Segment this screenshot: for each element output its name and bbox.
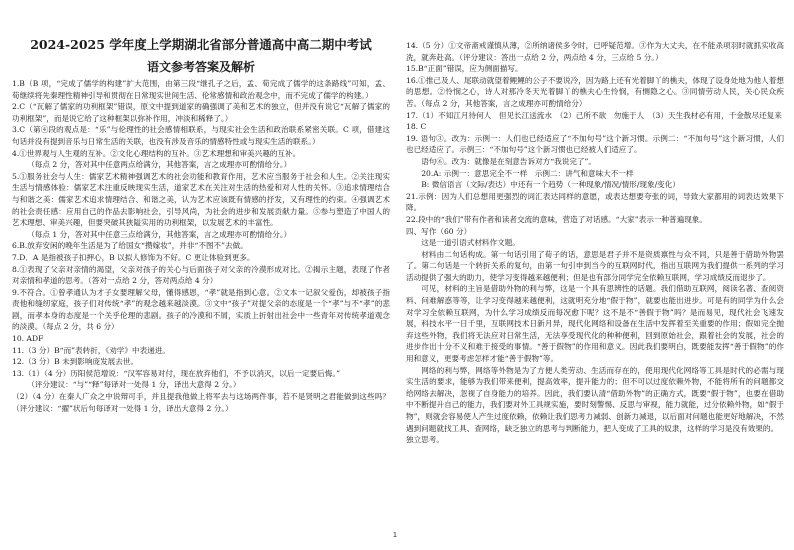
answer-paragraph: 5.①服务社会与人生：儒家艺术精神强调艺术的社会功能和教育作用，艺术应当服务于社会和人生。②关注现实生活与情感体验：儒家艺术注重反映现实生活，道家艺术在关注对生活的热爱和对人性的关怀。③追求情理结合与和谐之美：儒家艺术追求情理结合、和谐之美，认为艺术应该既有情感的抒发，又有理性的约束。④强调艺术的社会责任感：应用自己的作品去影响社会，引导风尚，为社会的进步和发展贡献力量。⑤参与塑造了中国人的艺术理想、审美兴趣，但要突破其狭隘实用的功利框架，以发展艺术的丰富性。: [12, 171, 390, 228]
left-column-body: [12, 78, 390, 414]
answer-paragraph: 10. ADF: [12, 334, 44, 344]
answer-paragraph: （每点 1 分，答对其中任意三点给满分，其他答案，言之成理亦可酌情给分。）: [27, 229, 292, 239]
answer-paragraph: 18. C: [406, 122, 427, 132]
document-subtitle: 语文参考答案及解析: [146, 60, 255, 74]
right-column-body: [406, 40, 784, 446]
right-column: [406, 40, 784, 446]
left-column: [12, 36, 390, 414]
answer-paragraph: 6.B.放弃安闲的晚年生活是为了给国女“攒嫁妆”，并非“不图不”去做。: [12, 241, 248, 251]
answer-paragraph: 16.①推己及人、尾联动就望着鲤鲤的公子不要说冷，因为路上还有光着脚丫的樵夫，体现了设身处地为他人着想的思想。②怜悯之心，诗人对那冷冬天光着脚丫的樵夫心生怜悯，有恻隐之心。③同情劳动人民，关心民众疾苦。（每点 2 分，其他答案，言之成理亦可酌情给分）: [406, 75, 784, 108]
answer-paragraph: B: 微信语言（文际/表达）中还有一个趋势（一种现象/情况/情形/现象/变化）: [421, 180, 680, 190]
answer-paragraph: 3.C（第④段的观点是：“乐”与伦理性的社会感情相联系，与现实社会生活和政治联系紧密关联。C 项，借建这句话并没有提到音乐与日常生活的关联，也没有涉及音乐的情感特性或与现实生活的联系。）: [12, 125, 390, 146]
answer-paragraph: （2）（4 分）在秦人广众之中说辩可手，并且提我他做上将军去与这场两件事，若不是贤明之君能做到这些吗？（评分建议：“擢”状后句每译对一处得 1 分，译出大意得 2 分。）: [12, 392, 390, 413]
answer-paragraph: 材料由二句话构成。第一句话引用了荀子的话，意思是君子并不是资质禀性与众不同，只是善于借助外物罢了。第二句话是一个转折关系的复句，由第一句引申到当今的互联网时代，指出互联网为我们提供一系列的学习活动提供了强大的助力，使学习变得越来越便利；但是也有部分同学完全依赖互联网，学习成绩反而退步了。: [406, 249, 784, 282]
answer-paragraph: 12.（3 分）B 未到影响庞发展去世。: [12, 357, 139, 367]
answer-paragraph: 2.C（“瓦解了儒家的功利框架”错误，原文中提到道家的确强调了美和艺术的独立，但并没有说它“瓦解了儒家的功利框架”，而是说它给了这种框架以弥补作用，冲淡和稀释了。）: [12, 102, 390, 123]
answer-paragraph: （每点 2 分，答对其中任意两点给满分，其他答案，言之成理亦可酌情给分。）: [27, 160, 292, 170]
answer-paragraph: 20.A: 示例一：意思完全不一样 示例二：讲气和意味大不一样: [421, 168, 634, 178]
answer-paragraph: 8.①表现了父亲对亲情的渴望，父亲对孩子的关心与后面孩子对父亲的冷漠形成对比。②揭示主题，表现了作者对亲情和孝道的思考。（答对一点给 2 分，答对两点给 4 分）: [12, 264, 390, 286]
answer-paragraph: 11.（3 分）B“而”表转折，《劝学》中表递进。: [12, 345, 170, 355]
answer-paragraph: 独立思考。: [406, 435, 444, 445]
answer-paragraph: 19. 语句③。改为：示例一：人们也已经适应了“不加句号”这个新习惯。示例二：“不加句号”这个新习惯，人们也已经适应了。示例三：“不加句号”这个新习惯也已经被人们适应了。: [406, 133, 784, 155]
answer-paragraph: 17.（1）不知江月待何人 但见长江送流水 （2）己所不欲 勿施于人 （3）天生我材必有用，千金散尽还复来: [406, 110, 782, 120]
answer-paragraph: 15.B“正面”错误，应为侧面描写。: [406, 64, 523, 74]
answer-paragraph: 14.（5 分）①文帝斋戒谨慎从薄，②所纳诸侯多令时，已呼疑范增。③作为大丈夫，在不能杀项羽时就抓实收高洗，就奔赴高。（评分建议：答出一点给 2 分，两点给 4 分，三点给 5 分。）: [406, 41, 784, 62]
answer-paragraph: 可见，材料的主旨是借助外物的利与弊，这是一个具有思辨性的话题。我们借助互联网，阅读名著、查阅资料、问难解惑等等，让学习变得越来越便利，这就明充分地“假于物”，就要也能出进步。可是有的同学为什么会对学习全依赖互联网，为什么学习成绩反而每况愈下呢？这不是不“善假于物”吗？是而易见，现代社会飞速发展，科技水平一日千里，互联网技术日新月异，现代化网络和设备在生活中发挥着至关重要的作用；假如完全抛弃这些外物，我们将无法应对日常生活，无法享受现代化的种种便利，回到原始社会，跟着社会的发展，社会的进步作出十分不义和难于接受的事情。“善于假物”的作用和意义。因此我们要明白，既要能发挥“善于假物”的作用和意义，更要考虑怎样才能“善于假物”等。: [406, 284, 784, 364]
answer-paragraph: 4.①世界观与人生观的互补。②文化心理结构的互补。③艺术理想和审美兴趣的互补。: [12, 148, 301, 158]
answer-paragraph: 网络的利与弊，网络等外物是为了方便人类劳动、生活而存在的，使用现代化网络等工具是时代的必需与现实生活的要求，能够为我们带来便利，提高效率，提升能力的；但不可以过度依赖外物，不能将所有的问题都交给网络去解决，忽视了自身能力的培养。因此，我们要认清“借助外物”的正确方式，既要“假于物”，也要在借助中不断提升自己的能力，我们要对外工具规实施，要时刻警惕、反思与审视，能力就能，过分依赖外物，如“假于物”，则就会容易使人产生过度依赖，依赖让我们思考力减弱、创新力减退，以后面对问题也能更好地解决，不然遇到问题就找工具、查网络，缺乏独立的思考与判断能力，把人变成了工具的奴隶，这样的学习是没有效果的。: [406, 365, 784, 433]
answer-paragraph: 9.不符合。①曾孝通认为才子女要理解父母，懂得感恩，“孝”就是指到心意。②文本一记叙父爱伤，却被孩子指责他和缝纫家庭，孩子们对传统“孝”的观念越来越淡漠。③文中“孩子”对提父亲的态度是一个“孝”与不“孝”的悲剧，而孝本身的态度是一个关乎伦理的悲剧。孩子的冷漠和不屑，实质上折射出社会中一些青年对传统孝道观念的淡漠。（每点 2 分，共 6 分）: [12, 287, 390, 332]
answer-paragraph: 这是一道引语式材料作文题。: [421, 238, 520, 248]
answer-paragraph: （评分建议：“与”“释”每译对一处得 1 分，译出大意得 2 分。）: [27, 380, 241, 390]
answer-paragraph: 22.段中的“我们”带有作者和读者交流的意味，营造了对话感。“大家”表示一种普遍现象。: [406, 214, 707, 224]
page-number: 1: [393, 532, 397, 539]
answer-paragraph: 13.（1）（4 分）历阳侯范增说：“汉军容易对付，现在放弃他们，不予以消灭，以后一定要后悔。”: [12, 368, 341, 378]
answer-paragraph: 7.D．A 是指被孩子扣押心，B 以拟人修饰为不好。C 更让体验到更多。: [12, 252, 255, 262]
answer-paragraph: 1.B（B 项，“完成了儒学的构建”扩大范围，由第三段“继孔子之后，孟、荀完成了儒学的这条路线”可知，孟、荀继续将先秦理性精神引导和贯彻在日常现实世间生活、伦常感情和政治观念中，而不完成了儒学的构建。）: [12, 79, 390, 100]
answer-paragraph: 语句⑥。改为：就像是在刻意告诉对方“我说完了”。: [421, 156, 597, 166]
document-title: 2024-2025 学年度上学期湖北省部分普通高中高二期中考试: [30, 37, 372, 52]
answer-paragraph: 21.示例：因为人们总想用更强烈的词汇表达同样的意愿，或表达想要夸张的词，导致大家都用的词表达效果下降。: [406, 191, 784, 213]
answer-paragraph: 四、写作（60 分）: [406, 226, 472, 236]
